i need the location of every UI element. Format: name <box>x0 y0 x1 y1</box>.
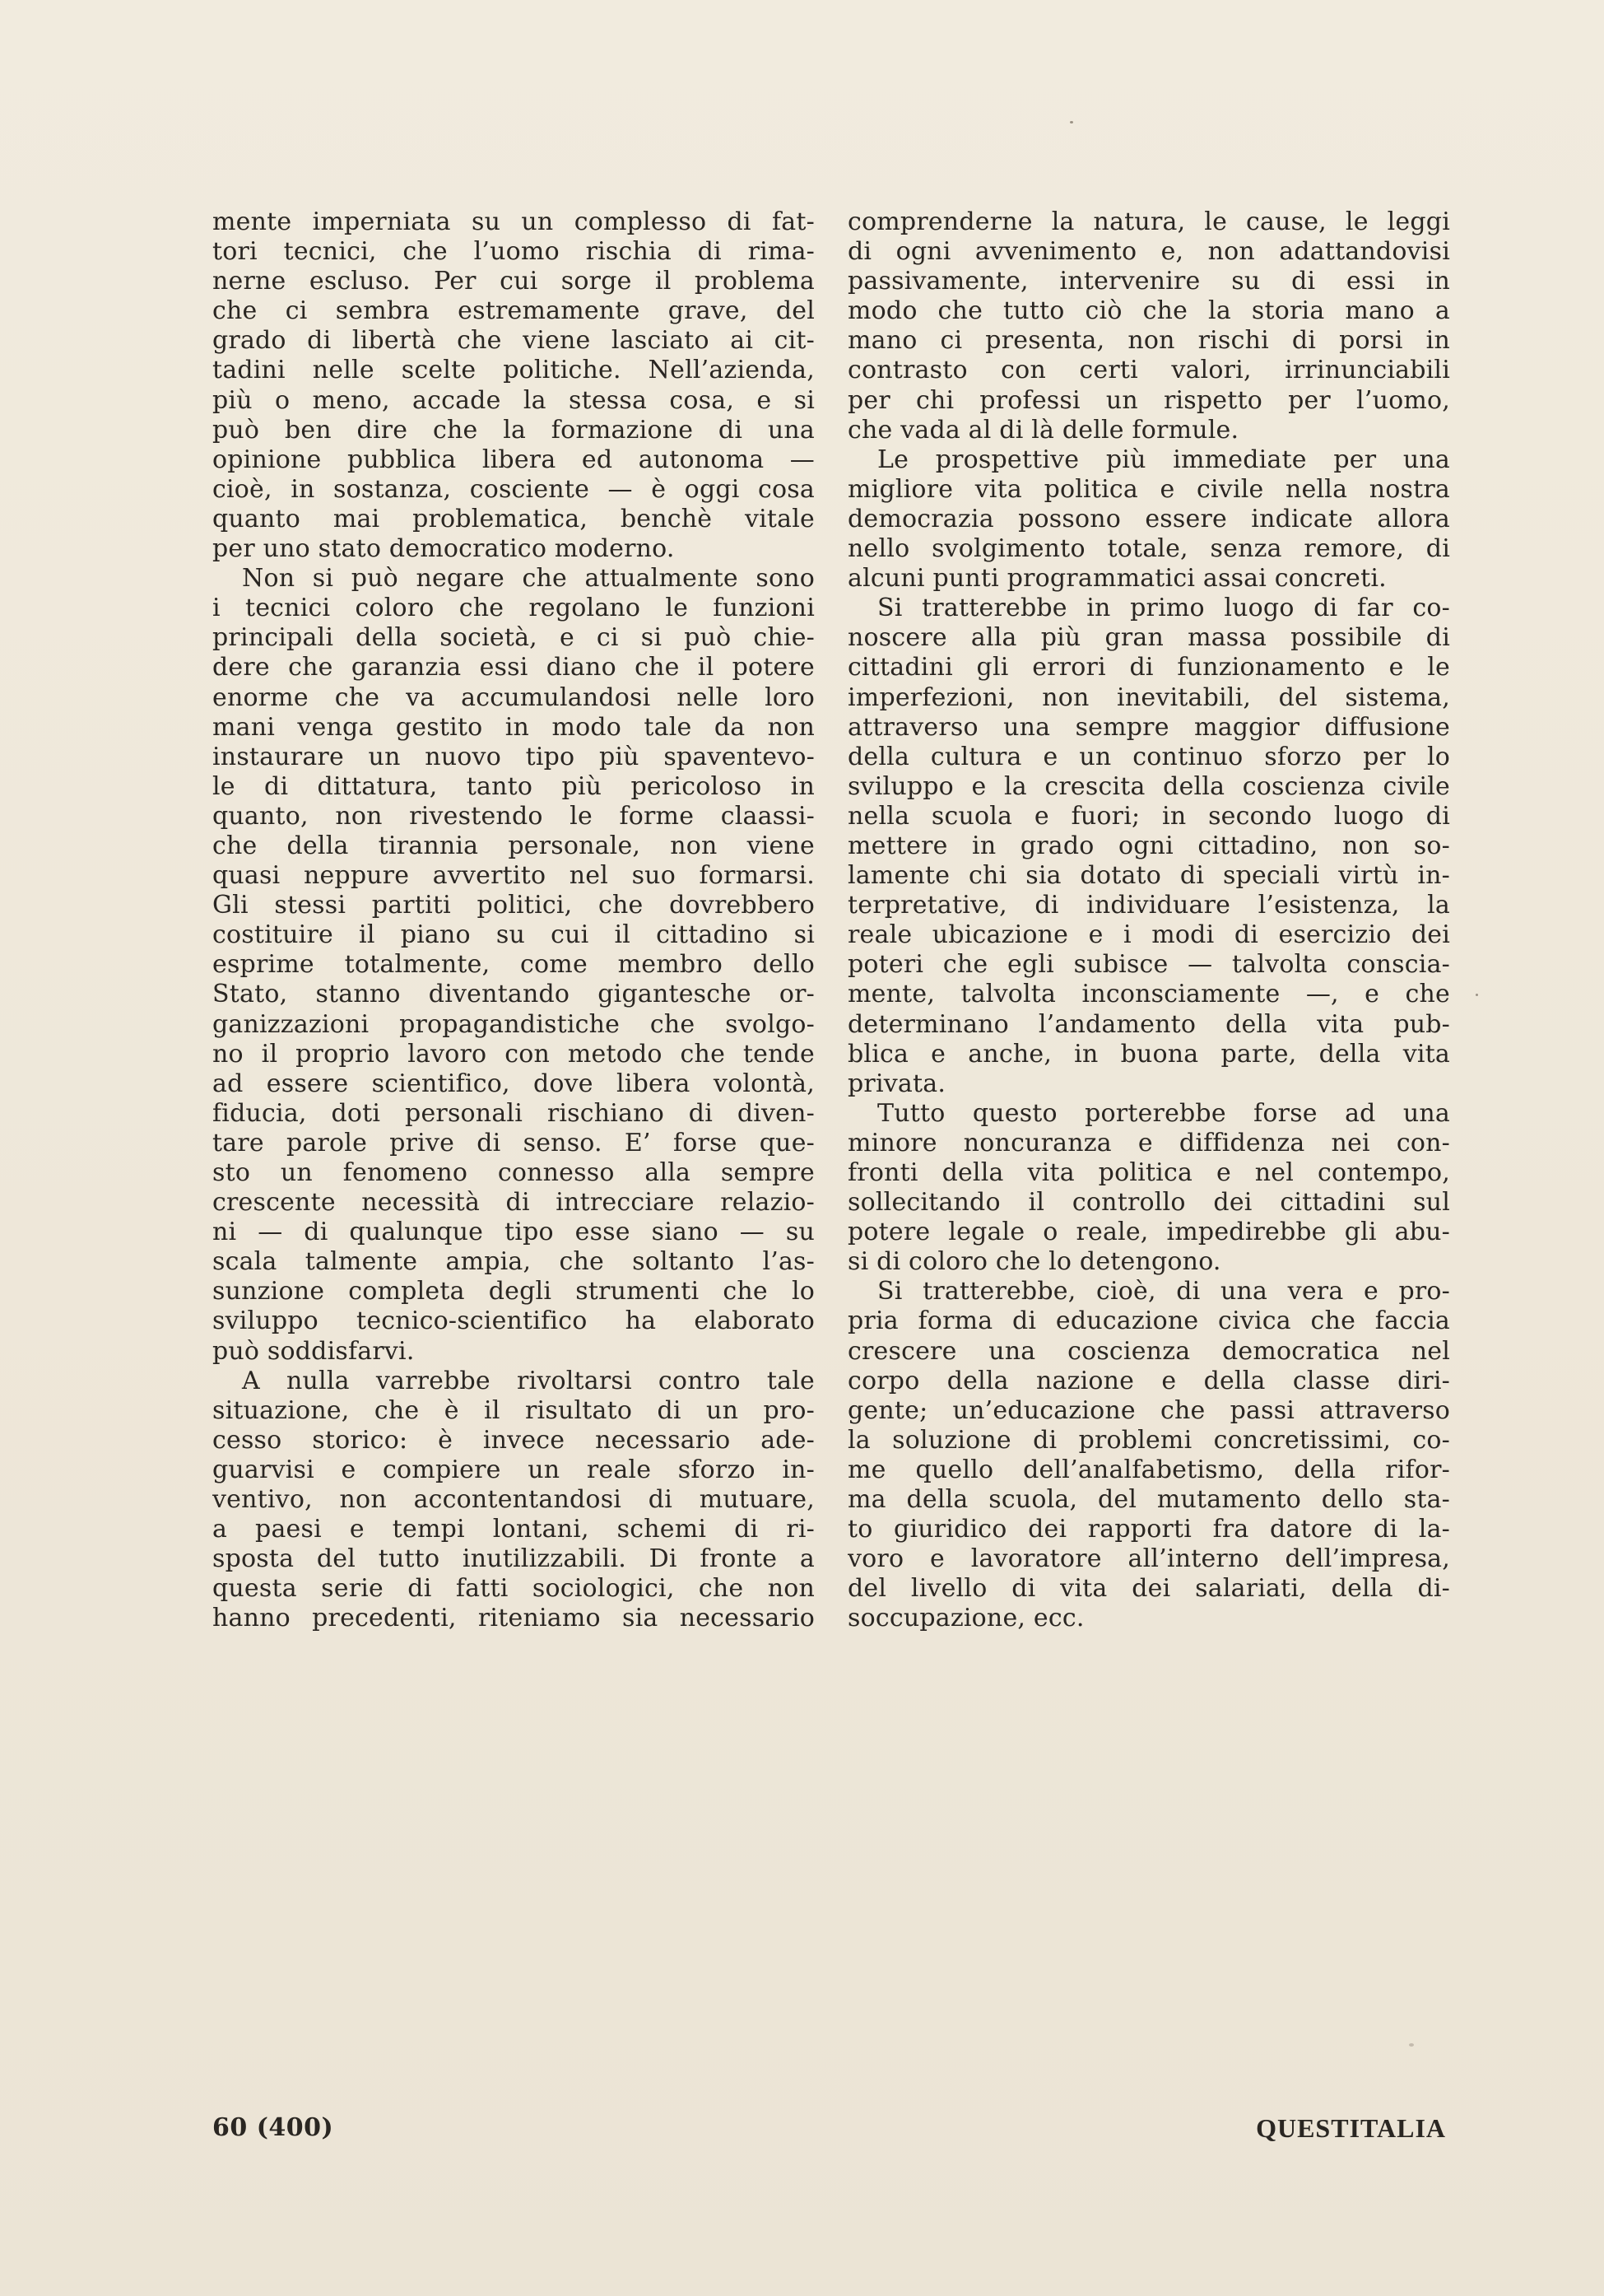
text-line: Si tratterebbe, cioè, di una vera e pro- <box>877 1277 1450 1306</box>
text-line: cittadini gli errori di funzionamento e le <box>848 653 1450 682</box>
text-line: determinano l’andamento della vita pub- <box>848 1009 1450 1039</box>
text-line: tori tecnici, che l’uomo rischia di rima- <box>212 237 815 267</box>
text-line: nerne escluso. Per cui sorge il problema <box>212 267 815 296</box>
text-line: ni — di qualunque tipo esse siano — su <box>212 1218 815 1247</box>
text-line: terpretative, di individuare l’esistenza, la <box>848 891 1450 920</box>
text-line: instaurare un nuovo tipo più spaventevo- <box>212 742 815 771</box>
text-line: hanno precedenti, riteniamo sia necessario <box>212 1604 815 1633</box>
text-line: più o meno, accade la stessa cosa, e si <box>212 385 815 415</box>
page-number: 60 (400) <box>212 2113 334 2142</box>
text-line: sposta del tutto inutilizzabili. Di fronte a <box>212 1544 815 1574</box>
text-line: mente, talvolta inconsciamente —, e che <box>848 980 1450 1009</box>
text-line: che della tirannia personale, non viene <box>212 831 815 860</box>
text-line: può soddisfarvi. <box>212 1336 415 1366</box>
paper-speck <box>1070 121 1073 123</box>
text-line: ma della scuola, del mutamento dello sta- <box>848 1485 1450 1515</box>
text-line: questa serie di fatti sociologici, che non <box>212 1574 815 1604</box>
text-line: enorme che va accumulandosi nelle loro <box>212 682 815 712</box>
text-line: imperfezioni, non inevitabili, del sistema, <box>848 682 1450 712</box>
text-line: fronti della vita politica e nel contempo, <box>848 1158 1450 1187</box>
text-line: Stato, stanno diventando gigantesche or- <box>212 980 815 1009</box>
text-line: democrazia possono essere indicate allora <box>848 504 1450 533</box>
text-line: corpo della nazione e della classe diri- <box>848 1366 1450 1395</box>
text-line: contrasto con certi valori, irrinunciabili <box>848 356 1450 385</box>
text-line: quanto mai problematica, benchè vitale <box>212 504 815 533</box>
text-line: si di coloro che lo detengono. <box>848 1247 1221 1277</box>
text-line: potere legale o reale, impedirebbe gli abu- <box>848 1218 1450 1247</box>
text-line: me quello dell’analfabetismo, della rifor- <box>848 1455 1450 1484</box>
text-line: guarvisi e compiere un reale sforzo in- <box>212 1455 815 1484</box>
text-line: privata. <box>848 1069 946 1098</box>
text-line: reale ubicazione e i modi di esercizio dei <box>848 920 1450 950</box>
text-line: attraverso una sempre maggior diffusione <box>848 712 1450 742</box>
text-line: crescente necessità di intrecciare relazio- <box>212 1188 815 1218</box>
text-line: esprime totalmente, come membro dello <box>212 950 815 980</box>
text-line: pria forma di educazione civica che faccia <box>848 1306 1450 1336</box>
text-line: dere che garanzia essi diano che il potere <box>212 653 815 682</box>
text-line: principali della società, e ci si può chie- <box>212 623 815 653</box>
text-line: le di dittatura, tanto più pericoloso in <box>212 771 815 801</box>
text-line: per uno stato democratico moderno. <box>212 534 675 564</box>
text-line: A nulla varrebbe rivoltarsi contro tale <box>242 1366 815 1395</box>
paper-speck <box>1476 994 1478 996</box>
text-line: scala talmente ampia, che soltanto l’as- <box>212 1247 815 1277</box>
text-line: Gli stessi partiti politici, che dovrebbero <box>212 891 815 920</box>
text-line: ventivo, non accontentandosi di mutuare, <box>212 1485 815 1515</box>
text-line: la soluzione di problemi concretissimi, co- <box>848 1425 1450 1455</box>
text-line: mani venga gestito in modo tale da non <box>212 712 815 742</box>
text-line: tadini nelle scelte politiche. Nell’azienda, <box>212 356 815 385</box>
text-line: noscere alla più gran massa possibile di <box>848 623 1450 653</box>
text-line: per chi professi un rispetto per l’uomo, <box>848 385 1450 415</box>
text-line: Tutto questo porterebbe forse ad una <box>877 1098 1450 1128</box>
text-line: mano ci presenta, non rischi di porsi in <box>848 326 1450 356</box>
text-line: sunzione completa degli strumenti che lo <box>212 1277 815 1306</box>
text-line: fiducia, doti personali rischiano di diven- <box>212 1098 815 1128</box>
text-line: ad essere scientifico, dove libera volontà, <box>212 1069 815 1098</box>
text-line: costituire il piano su cui il cittadino si <box>212 920 815 950</box>
text-line: a paesi e tempi lontani, schemi di ri- <box>212 1515 815 1544</box>
text-line: situazione, che è il risultato di un pro- <box>212 1395 815 1425</box>
text-line: mettere in grado ogni cittadino, non so- <box>848 831 1450 860</box>
text-line: migliore vita politica e civile nella nostra <box>848 474 1450 504</box>
text-line: opinione pubblica libera ed autonoma — <box>212 445 815 474</box>
text-line: nella scuola e fuori; in secondo luogo di <box>848 801 1450 831</box>
text-line: ganizzazioni propagandistiche che svolgo- <box>212 1009 815 1039</box>
text-line: quasi neppure avvertito nel suo formarsi. <box>212 861 815 891</box>
text-line: di ogni avvenimento e, non adattandovisi <box>848 237 1450 267</box>
text-line: quanto, non rivestendo le forme claassi- <box>212 801 815 831</box>
text-line: mente imperniata su un complesso di fat- <box>212 207 815 236</box>
text-line: crescere una coscienza democratica nel <box>848 1336 1450 1366</box>
left-column <box>212 207 815 1634</box>
text-line: no il proprio lavoro con metodo che tende <box>212 1039 815 1069</box>
text-line: sviluppo tecnico-scientifico ha elaborato <box>212 1306 815 1336</box>
text-line: sviluppo e la crescita della coscienza civile <box>848 771 1450 801</box>
text-line: comprenderne la natura, le cause, le leggi <box>848 207 1450 236</box>
text-line: Le prospettive più immediate per una <box>877 445 1450 474</box>
text-line: grado di libertà che viene lasciato ai cit- <box>212 326 815 356</box>
text-line: nello svolgimento totale, senza remore, di <box>848 534 1450 564</box>
text-line: to giuridico dei rapporti fra datore di la- <box>848 1515 1450 1544</box>
text-line: poteri che egli subisce — talvolta conscia- <box>848 950 1450 980</box>
text-line: Si tratterebbe in primo luogo di far co- <box>877 594 1450 623</box>
text-line: sollecitando il controllo dei cittadini sul <box>848 1188 1450 1218</box>
text-line: cesso storico: è invece necessario ade- <box>212 1425 815 1455</box>
text-line: della cultura e un continuo sforzo per lo <box>848 742 1450 771</box>
text-line: i tecnici coloro che regolano le funzioni <box>212 594 815 623</box>
text-line: minore noncuranza e diffidenza nei con- <box>848 1128 1450 1157</box>
text-line: che ci sembra estremamente grave, del <box>212 296 815 326</box>
text-line: blica e anche, in buona parte, della vita <box>848 1039 1450 1069</box>
text-line: tare parole prive di senso. E’ forse que- <box>212 1128 815 1157</box>
text-line: passivamente, intervenire su di essi in <box>848 267 1450 296</box>
paper-speck <box>1409 2043 1414 2047</box>
text-line: modo che tutto ciò che la storia mano a <box>848 296 1450 326</box>
text-line: sto un fenomeno connesso alla sempre <box>212 1158 815 1187</box>
right-column <box>848 207 1450 1634</box>
text-line: lamente chi sia dotato di speciali virtù in- <box>848 861 1450 891</box>
text-line: alcuni punti programmatici assai concreti. <box>848 564 1387 594</box>
text-line: del livello di vita dei salariati, della di- <box>848 1574 1450 1604</box>
text-line: gente; un’educazione che passi attraverso <box>848 1395 1450 1425</box>
text-line: che vada al di là delle formule. <box>848 415 1239 445</box>
publication-name: QUESTITALIA <box>1256 2113 1446 2143</box>
text-line: voro e lavoratore all’interno dell’impresa, <box>848 1544 1450 1574</box>
text-line: Non si può negare che attualmente sono <box>242 564 815 594</box>
text-line: può ben dire che la formazione di una <box>212 415 815 445</box>
text-line: soccupazione, ecc. <box>848 1604 1085 1633</box>
text-line: cioè, in sostanza, cosciente — è oggi cosa <box>212 474 815 504</box>
